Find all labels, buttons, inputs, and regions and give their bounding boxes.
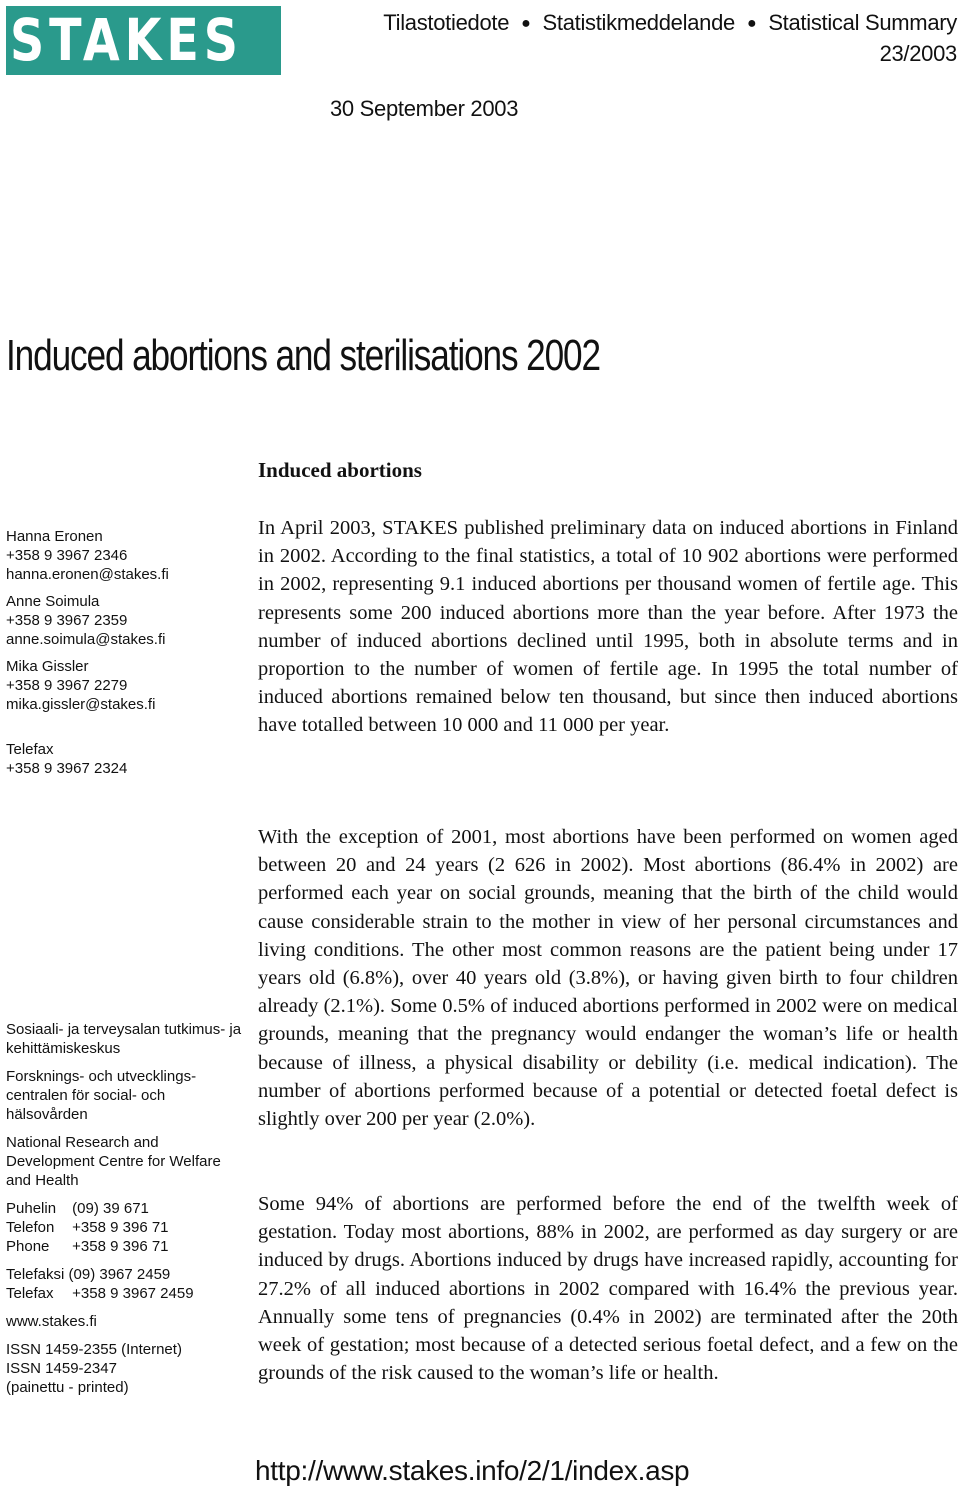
fax-label: Telefaksi <box>6 1266 65 1283</box>
fax-value: +358 9 3967 2459 <box>72 1285 194 1302</box>
contact-email[interactable]: mika.gissler@stakes.fi <box>6 696 156 713</box>
phone-label: Telefon <box>6 1219 55 1236</box>
phone-block <box>6 1199 246 1256</box>
contact-name: Mika Gissler <box>6 658 89 675</box>
footer-url-link[interactable]: http://www.stakes.info/2/1/index.asp <box>255 1455 690 1486</box>
contact-phone: +358 9 3967 2279 <box>6 677 128 694</box>
phone-value: +358 9 396 71 <box>72 1219 169 1236</box>
organisation-info <box>6 1020 246 1406</box>
section-heading: Induced abortions <box>258 458 422 482</box>
org-name-sv: Forsknings- och utvecklings- centralen för social- och hälsovården <box>6 1068 197 1123</box>
contact-name: Hanna Eronen <box>6 528 103 545</box>
series-name: Statistikmeddelande <box>542 10 735 35</box>
fax-label: Telefax <box>6 741 54 758</box>
contact-phone: +358 9 3967 2346 <box>6 547 128 564</box>
fax-value: (09) 3967 2459 <box>68 1266 171 1283</box>
series-name: Statistical Summary <box>768 10 957 35</box>
phone-value: (09) 39 671 <box>72 1200 149 1217</box>
contact-item <box>6 657 246 714</box>
body-paragraph: With the exception of 2001, most abortions have been performed on women aged between 20 and 24 years (2 626 in 2002). Most abortions (86.4% in 2002) are performed each year on social grounds, meaning that the birth of the child would cause considerable strain to the mother in view of her personal circumstances and living conditions. The other most common reasons are the patient being under 17 years old (6.8%), over 40 years old (3.8%), or having given birth to four children already (2.1%). Some 0.5% of induced abortions performed in 2002 were on medical grounds, meaning that the pregnancy would endanger the woman’s life or health because of illness, a physical disability or debility (i.e. medical indication). The number of abortions performed because of a potential or detected foetal defect is slightly over 200 per year (2.0%). <box>258 826 958 1131</box>
body-paragraph: Some 94% of abortions are performed before the end of the twelfth week of gestation. Today most abortions, 88% in 2002, are performed as day surgery or are induced by drugs. Abortions induced by drugs have increased rapidly, accounting for 27.2% of all induced abortions in 2002 compared with 16.4% the previous year. Annually some tens of pregnancies (0.4% in 2002) are terminated after the 20th week of gestation; most because of a detected serious foetal defect, and a few on the grounds of the risk caused to the woman’s life or health. <box>258 1193 958 1385</box>
contact-item <box>6 527 246 584</box>
fax-label: Telefax <box>6 1285 54 1302</box>
fax-contact <box>6 740 246 778</box>
contact-item <box>6 592 246 649</box>
contact-phone: +358 9 3967 2359 <box>6 612 128 629</box>
body-column <box>258 1190 958 1387</box>
logo-text: STAKES <box>10 6 243 74</box>
contact-email[interactable]: anne.soimula@stakes.fi <box>6 631 166 648</box>
publication-date: 30 September 2003 <box>330 96 519 121</box>
fax-block <box>6 1265 246 1303</box>
contact-list <box>6 527 246 778</box>
issn-line: ISSN 1459-2355 (Internet) <box>6 1341 182 1358</box>
stakes-logo <box>6 6 281 75</box>
phone-label: Phone <box>6 1238 50 1255</box>
series-header <box>383 8 957 69</box>
issn-block <box>6 1340 246 1397</box>
issn-line: (painettu - printed) <box>6 1379 129 1396</box>
org-name-fi: Sosiaali- ja terveysalan tutkimus- ja kehittämiskeskus <box>6 1021 242 1057</box>
issue-number: 23/2003 <box>879 41 957 66</box>
bullet-icon: ● <box>746 15 757 32</box>
contact-email[interactable]: hanna.eronen@stakes.fi <box>6 566 169 583</box>
phone-label: Puhelin <box>6 1200 57 1217</box>
phone-row <box>6 1238 169 1255</box>
body-paragraph: In April 2003, STAKES published preliminary data on induced abortions in Finland in 2002. According to the final statistics, a total of 10 902 abortions were performed in 2002, representing 9.1 induced abortions per thousand women of fertile age. This represents some 200 induced abortions more than the year before. After 1973 the number of induced abortions declined until 1995, both in absolute terms and in proportion to the number of women of fertile age. In 1995 the total number of induced abortions remained below ten thousand, but since then induced abortions have totalled between 10 000 and 11 000 per year. <box>258 517 958 737</box>
fax-row <box>6 1266 170 1283</box>
issn-line: ISSN 1459-2347 <box>6 1360 117 1377</box>
contact-name: Anne Soimula <box>6 593 100 610</box>
bullet-icon: ● <box>521 15 531 32</box>
phone-row <box>6 1200 149 1217</box>
org-name-en: National Research and Development Centre for Welfare and Health <box>6 1134 221 1189</box>
website-link[interactable]: www.stakes.fi <box>6 1313 97 1330</box>
phone-row <box>6 1219 169 1236</box>
series-name: Tilastotiedote <box>383 10 510 35</box>
page-title: Induced abortions and sterilisations 2002 <box>6 331 600 380</box>
body-column <box>258 823 958 1133</box>
fax-number: +358 9 3967 2324 <box>6 760 128 777</box>
body-column <box>258 514 958 740</box>
fax-row <box>6 1285 194 1302</box>
phone-value: +358 9 396 71 <box>72 1238 169 1255</box>
